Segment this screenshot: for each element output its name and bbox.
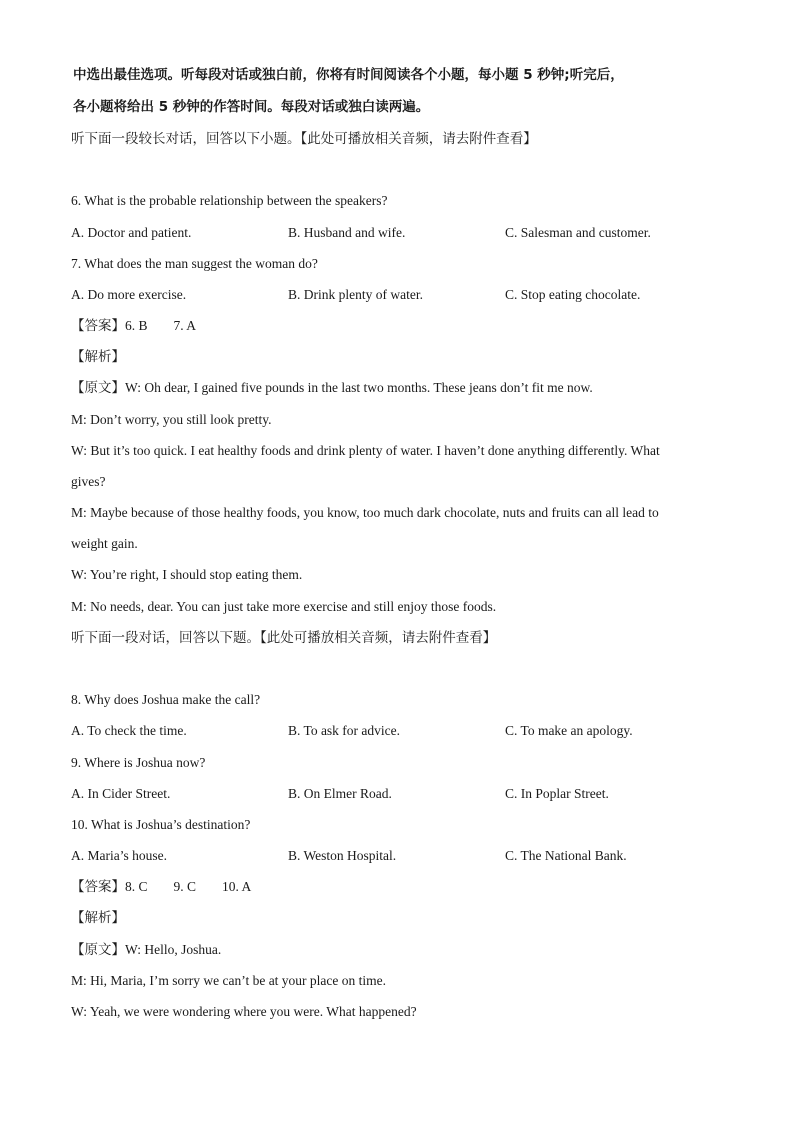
question-10-option-a: A. Maria’s house. bbox=[71, 848, 167, 863]
transcript-text: W: Oh dear, I gained five pounds in the last two months. These jeans don’t fit me now. bbox=[125, 380, 593, 395]
section1-transcript-line bbox=[71, 379, 593, 397]
section2-intro: 听下面一段对话，回答以下题。【此处可播放相关音频，请去附件查看】 bbox=[71, 630, 497, 646]
instructions-line-1: 中选出最佳选项。听每段对话或独白前，你将有时间阅读各个小题，每小题 5 秒钟;听完后， bbox=[73, 67, 624, 83]
original-tag: 【原文】 bbox=[71, 380, 125, 396]
question-9-option-b: B. On Elmer Road. bbox=[288, 786, 392, 801]
section1-transcript-line: gives? bbox=[71, 474, 106, 489]
section2-transcript-line: W: Yeah, we were wondering where you were. What happened? bbox=[71, 1004, 417, 1019]
question-7-option-a: A. Do more exercise. bbox=[71, 287, 187, 302]
answer-value: 9. C bbox=[173, 879, 197, 894]
section1-transcript-line: M: No needs, dear. You can just take more exercise and still enjoy those foods. bbox=[71, 599, 497, 614]
section2-transcript-line: M: Hi, Maria, I’m sorry we can’t be at your place on time. bbox=[71, 973, 387, 988]
question-10-option-b: B. Weston Hospital. bbox=[288, 848, 397, 863]
question-6-option-b: B. Husband and wife. bbox=[288, 225, 406, 240]
answer-value: 10. A bbox=[222, 879, 252, 894]
section1-answer bbox=[71, 317, 196, 335]
question-9-option-a: A. In Cider Street. bbox=[71, 786, 171, 801]
section2-transcript-line bbox=[71, 941, 221, 959]
question-10-stem: 10. What is Joshua’s destination? bbox=[71, 817, 251, 832]
section1-transcript-line: W: But it’s too quick. I eat healthy foods and drink plenty of water. I haven’t done anything differently. What bbox=[71, 443, 660, 458]
question-7-option-c: C. Stop eating chocolate. bbox=[505, 287, 641, 302]
section1-transcript-line: W: You’re right, I should stop eating them. bbox=[71, 567, 303, 582]
original-tag: 【原文】 bbox=[71, 942, 125, 958]
answer-tag: 【答案】 bbox=[71, 879, 125, 895]
section1-analysis-tag: 【解析】 bbox=[71, 349, 125, 365]
question-8-stem: 8. Why does Joshua make the call? bbox=[71, 692, 261, 707]
question-6-stem: 6. What is the probable relationship between the speakers? bbox=[71, 193, 388, 208]
section2-analysis-tag: 【解析】 bbox=[71, 910, 125, 926]
question-7-option-b: B. Drink plenty of water. bbox=[288, 287, 423, 302]
answer-value: 7. A bbox=[173, 318, 197, 333]
section2-answer bbox=[71, 878, 251, 896]
question-6-option-a: A. Doctor and patient. bbox=[71, 225, 192, 240]
question-8-option-a: A. To check the time. bbox=[71, 723, 187, 738]
question-6-option-c: C. Salesman and customer. bbox=[505, 225, 651, 240]
instructions-line-2: 各小题将给出 5 秒钟的作答时间。每段对话或独白读两遍。 bbox=[73, 99, 430, 115]
section1-transcript-line: weight gain. bbox=[71, 536, 138, 551]
answer-value: 6. B bbox=[125, 318, 148, 333]
section1-intro: 听下面一段较长对话，回答以下小题。【此处可播放相关音频，请去附件查看】 bbox=[71, 131, 537, 147]
answer-value: 8. C bbox=[125, 879, 148, 894]
question-10-option-c: C. The National Bank. bbox=[505, 848, 627, 863]
question-8-option-c: C. To make an apology. bbox=[505, 723, 633, 738]
question-9-option-c: C. In Poplar Street. bbox=[505, 786, 609, 801]
question-8-option-b: B. To ask for advice. bbox=[288, 723, 401, 738]
question-9-stem: 9. Where is Joshua now? bbox=[71, 755, 206, 770]
transcript-text: W: Hello, Joshua. bbox=[125, 942, 222, 957]
section1-transcript-line: M: Don’t worry, you still look pretty. bbox=[71, 412, 272, 427]
section1-transcript-line: M: Maybe because of those healthy foods, you know, too much dark chocolate, nuts and fruits can all lead to bbox=[71, 505, 659, 520]
question-7-stem: 7. What does the man suggest the woman do? bbox=[71, 256, 318, 271]
answer-tag: 【答案】 bbox=[71, 318, 125, 334]
